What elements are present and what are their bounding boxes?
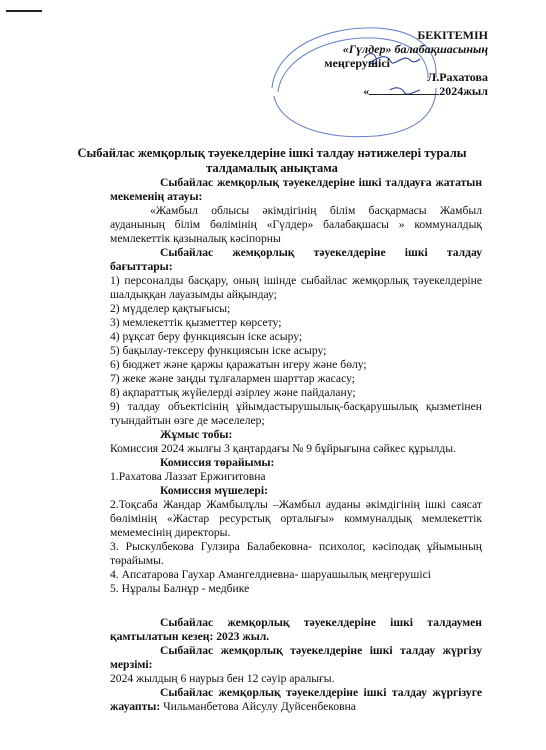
workgroup-heading: Жұмыс тобы: — [160, 428, 233, 441]
chair-name: 1.Рахатова Лаззат Ержигитовна — [110, 470, 266, 483]
member-item: 5. Нұралы Балнұр - медбике — [110, 582, 250, 595]
term-text: 2024 жылдың 6 наурыз бен 12 сәуір аралығы. — [110, 672, 335, 685]
date-open: « — [363, 84, 370, 98]
seal-stamp — [266, 18, 440, 142]
direction-item: 7) жеке және заңды тұлғалармен шарттар жасасу; — [110, 372, 355, 385]
title-line-1: Сыбайлас жемқорлық тәуекелдеріне ішкі талдау нәтижелері туралы — [77, 146, 467, 160]
org-name: «Жамбыл облысы әкімдігінің білім басқармасы Жамбыл ауданының білім бөлімінің «Гүлдер» балабақшасы » коммуналдық мемлекеттік қазыналық кәсіпорны — [110, 204, 482, 245]
period-heading: Сыбайлас жемқорлық тәуекелдеріне ішкі талдаумен қамтылатын кезең: 2023 жыл. — [110, 616, 482, 643]
approval-date — [363, 84, 488, 98]
responsible-heading: Сыбайлас жемқорлық тәуекелдеріне ішкі талдау жүргізуге жауапты: — [110, 686, 482, 713]
direction-item: 6) бюджет және қаржы қаражатын игеру және бөлу; — [110, 358, 367, 371]
member-item: 3. Рыскулбекова Гулзира Балабековна- психолог, кәсіподақ ұйымының төрайымы. — [110, 540, 482, 567]
corner-mark — [6, 10, 42, 12]
direction-item: 9) талдау объектісінің ұйымдастырушылық-басқарушылық қызметінен туындайтын өзге де мәселелер; — [110, 400, 482, 427]
responsible-name: Чильманбетова Айсулу Дуйсенбековна — [163, 700, 356, 713]
head-name: Л.Рахатова — [427, 70, 488, 84]
title-line-2: талдамалық анықтама — [206, 161, 338, 175]
direction-item: 4) рұқсат беру функциясын іске асыру; — [110, 330, 303, 343]
approve-label: БЕКІТЕМІН — [417, 28, 488, 42]
org-heading: Сыбайлас жемқорлық тәуекелдеріне ішкі талдауға жататын мекеменің атауы: — [110, 176, 482, 203]
document-title — [62, 146, 482, 176]
direction-item: 1) персоналды басқару, оның ішінде сыбайлас жемқорлық тәуекелдеріне шалдыққан лауазымды айқындау; — [110, 274, 482, 301]
term-heading: Сыбайлас жемқорлық тәуекелдеріне ішкі талдау жүргізу мерзімі: — [110, 644, 482, 671]
directions-heading: Сыбайлас жемқорлық тәуекелдеріне ішкі талдау бағыттары: — [110, 246, 482, 273]
responsible-line — [110, 686, 482, 714]
direction-item: 5) бақылау-тексеру функциясын іске асыру; — [110, 344, 327, 357]
org-line: «Гүлдер» балабақшасының — [342, 42, 488, 56]
document-body — [110, 176, 482, 714]
head-label: меңгерушісі — [324, 56, 390, 70]
chair-heading: Комиссия төрайымы: — [160, 456, 275, 469]
member-item: 2.Тоқсаба Жандар Жамбылұлы –Жамбыл ауданы әкімдігінің ішкі саясат бөлімінің «Жастар ресурстық орталығы» коммуналдық мемлекеттік мемемесінің директоры. — [110, 498, 482, 539]
direction-item: 2) мүдделер қақтығысы; — [110, 302, 231, 315]
workgroup-text: Комиссия 2024 жылғы 3 қаңтардағы № 9 бұйрығына сәйкес құрылды. — [110, 442, 456, 455]
member-item: 4. Апсатарова Гаухар Амангелдиевна- шаруашылық меңгерушісі — [110, 568, 431, 581]
date-year: 2024жыл — [439, 84, 488, 98]
members-heading: Комиссия мүшелері: — [160, 484, 268, 497]
direction-item: 8) ақпараттық жүйелерді әзірлеу және пайдалану; — [110, 386, 356, 399]
direction-item: 3) мемлекеттік қызметтер көрсету; — [110, 316, 282, 329]
